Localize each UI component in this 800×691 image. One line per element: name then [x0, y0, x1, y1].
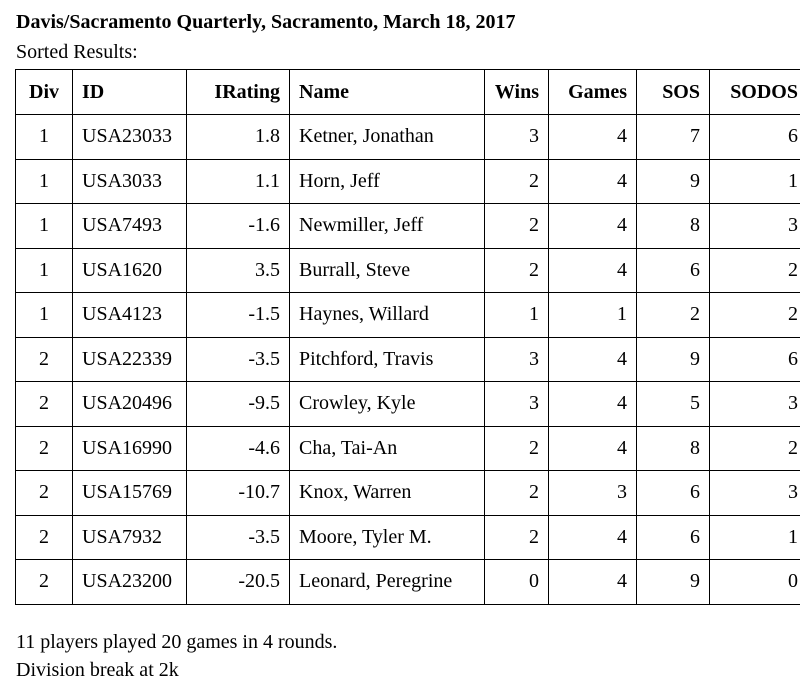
games-cell: 4	[549, 382, 637, 427]
name-cell: Haynes, Willard	[290, 293, 485, 338]
id-cell: USA22339	[73, 337, 187, 382]
id-cell: USA23033	[73, 115, 187, 160]
table-row	[16, 337, 800, 382]
sos-cell: 7	[637, 115, 710, 160]
division-break-text: Division break at 2k	[16, 659, 179, 681]
wins-cell: 2	[485, 248, 549, 293]
table-row	[16, 382, 800, 427]
column-header-div: Div	[16, 70, 73, 115]
name-cell: Burrall, Steve	[290, 248, 485, 293]
sodos-cell: 6	[710, 337, 800, 382]
page-subtitle: Sorted Results:	[16, 41, 138, 63]
column-header-id: ID	[73, 70, 187, 115]
div-cell: 2	[16, 382, 73, 427]
wins-cell: 3	[485, 337, 549, 382]
games-cell: 4	[549, 248, 637, 293]
sos-cell: 6	[637, 515, 710, 560]
id-cell: USA23200	[73, 560, 187, 605]
wins-cell: 3	[485, 382, 549, 427]
table-row	[16, 515, 800, 560]
column-header-wins: Wins	[485, 70, 549, 115]
id-cell: USA4123	[73, 293, 187, 338]
name-cell: Crowley, Kyle	[290, 382, 485, 427]
games-cell: 1	[549, 293, 637, 338]
sos-cell: 8	[637, 204, 710, 249]
table-row	[16, 471, 800, 516]
sodos-cell: 2	[710, 426, 800, 471]
irating-cell: -3.5	[187, 337, 290, 382]
sodos-cell: 3	[710, 204, 800, 249]
table-row	[16, 204, 800, 249]
irating-cell: -1.5	[187, 293, 290, 338]
name-cell: Knox, Warren	[290, 471, 485, 516]
id-cell: USA16990	[73, 426, 187, 471]
wins-cell: 1	[485, 293, 549, 338]
sodos-cell: 0	[710, 560, 800, 605]
div-cell: 2	[16, 560, 73, 605]
games-cell: 4	[549, 560, 637, 605]
table-row	[16, 560, 800, 605]
name-cell: Pitchford, Travis	[290, 337, 485, 382]
page-title: Davis/Sacramento Quarterly, Sacramento, March 18, 2017	[16, 11, 516, 33]
wins-cell: 2	[485, 471, 549, 516]
wins-cell: 0	[485, 560, 549, 605]
name-cell: Moore, Tyler M.	[290, 515, 485, 560]
div-cell: 1	[16, 248, 73, 293]
sodos-cell: 1	[710, 159, 800, 204]
column-header-sos: SOS	[637, 70, 710, 115]
sodos-cell: 2	[710, 293, 800, 338]
div-cell: 1	[16, 159, 73, 204]
irating-cell: 1.1	[187, 159, 290, 204]
games-cell: 4	[549, 115, 637, 160]
sos-cell: 6	[637, 248, 710, 293]
irating-cell: -9.5	[187, 382, 290, 427]
div-cell: 1	[16, 293, 73, 338]
div-cell: 2	[16, 515, 73, 560]
div-cell: 2	[16, 471, 73, 516]
sos-cell: 2	[637, 293, 710, 338]
irating-cell: 1.8	[187, 115, 290, 160]
sos-cell: 6	[637, 471, 710, 516]
id-cell: USA7493	[73, 204, 187, 249]
games-cell: 4	[549, 204, 637, 249]
sodos-cell: 3	[710, 471, 800, 516]
table-row	[16, 115, 800, 160]
column-header-irating: IRating	[187, 70, 290, 115]
column-header-sodos: SODOS	[710, 70, 800, 115]
summary-text: 11 players played 20 games in 4 rounds.	[16, 631, 338, 653]
column-header-games: Games	[549, 70, 637, 115]
id-cell: USA7932	[73, 515, 187, 560]
name-cell: Newmiller, Jeff	[290, 204, 485, 249]
sos-cell: 9	[637, 560, 710, 605]
games-cell: 3	[549, 471, 637, 516]
id-cell: USA20496	[73, 382, 187, 427]
sodos-cell: 2	[710, 248, 800, 293]
sos-cell: 8	[637, 426, 710, 471]
irating-cell: -4.6	[187, 426, 290, 471]
table-header-row	[16, 70, 800, 115]
div-cell: 2	[16, 426, 73, 471]
name-cell: Horn, Jeff	[290, 159, 485, 204]
sos-cell: 5	[637, 382, 710, 427]
table-row	[16, 248, 800, 293]
div-cell: 1	[16, 204, 73, 249]
name-cell: Ketner, Jonathan	[290, 115, 485, 160]
results-table	[15, 69, 800, 605]
sos-cell: 9	[637, 337, 710, 382]
games-cell: 4	[549, 515, 637, 560]
wins-cell: 3	[485, 115, 549, 160]
table-row	[16, 159, 800, 204]
sos-cell: 9	[637, 159, 710, 204]
column-header-name: Name	[290, 70, 485, 115]
name-cell: Cha, Tai-An	[290, 426, 485, 471]
div-cell: 2	[16, 337, 73, 382]
wins-cell: 2	[485, 159, 549, 204]
irating-cell: 3.5	[187, 248, 290, 293]
sodos-cell: 6	[710, 115, 800, 160]
sodos-cell: 1	[710, 515, 800, 560]
id-cell: USA15769	[73, 471, 187, 516]
results-table-body	[16, 115, 800, 605]
irating-cell: -10.7	[187, 471, 290, 516]
table-row	[16, 426, 800, 471]
table-row	[16, 293, 800, 338]
irating-cell: -20.5	[187, 560, 290, 605]
sodos-cell: 3	[710, 382, 800, 427]
irating-cell: -1.6	[187, 204, 290, 249]
wins-cell: 2	[485, 426, 549, 471]
games-cell: 4	[549, 159, 637, 204]
games-cell: 4	[549, 337, 637, 382]
games-cell: 4	[549, 426, 637, 471]
wins-cell: 2	[485, 515, 549, 560]
div-cell: 1	[16, 115, 73, 160]
wins-cell: 2	[485, 204, 549, 249]
id-cell: USA1620	[73, 248, 187, 293]
name-cell: Leonard, Peregrine	[290, 560, 485, 605]
irating-cell: -3.5	[187, 515, 290, 560]
id-cell: USA3033	[73, 159, 187, 204]
